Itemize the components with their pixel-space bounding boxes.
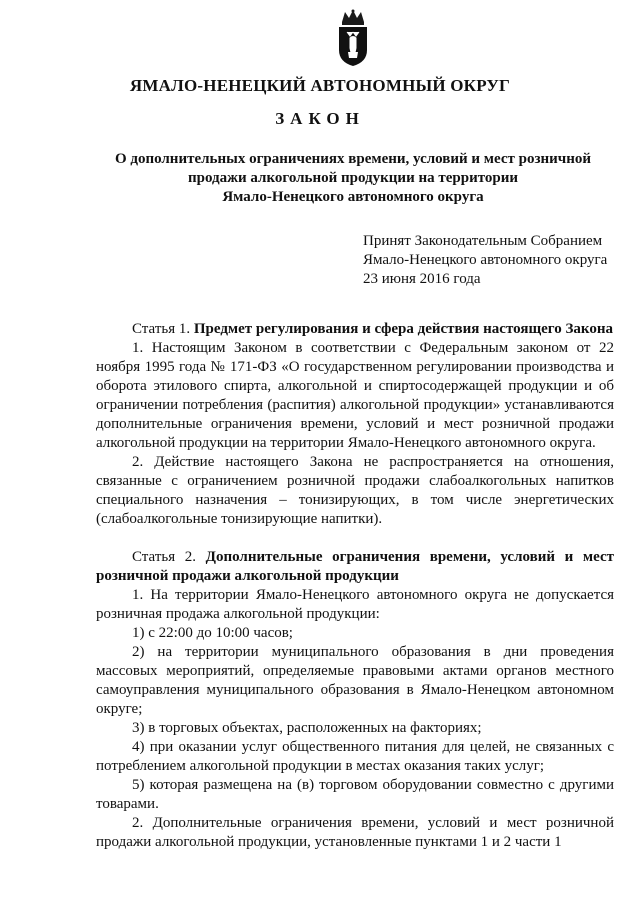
list-item: 4) при оказании услуг общественного питания для целей, не связанных с потреблением алкогольной продукции в местах оказания таких услуг; <box>96 739 614 774</box>
article-number: Статья 1. <box>132 321 191 337</box>
adoption-date: 23 июня 2016 года <box>363 271 481 287</box>
list-item: 2) на территории муниципального образования в дни проведения массовых мероприятий, определяемые правовыми актами органов местного самоуправления муниципального образования в Ямало-Ненецком автономном округе; <box>96 644 614 717</box>
coat-of-arms-emblem <box>333 8 373 68</box>
paragraph: 2. Дополнительные ограничения времени, условий и мест розничной продажи алкогольной продукции, установленные пунктами 1 и 2 части 1 <box>96 815 614 850</box>
region-name: ЯМАЛО-НЕНЕЦКИЙ АВТОНОМНЫЙ ОКРУГ <box>129 76 511 95</box>
document-title <box>100 150 606 207</box>
document-type: ЗАКОН <box>275 109 365 128</box>
article-1-heading <box>96 320 614 339</box>
article-2-heading <box>96 548 614 586</box>
article-title: Дополнительные ограничения времени, условий и мест розничной продажи алкогольной продукции <box>96 549 614 584</box>
article-title: Предмет регулирования и сфера действия настоящего Закона <box>193 321 613 337</box>
law-body <box>96 320 614 852</box>
article-number: Статья 2. <box>132 549 196 565</box>
paragraph: 1. Настоящим Законом в соответствии с Федеральным законом от 22 ноября 1995 года № 171-ФЗ «О государственном регулировании производства и оборота этилового спирта, алкогольной и спиртосодержащей продукции и об ограничении потребления (распития) алкогольной продукции» устанавливаются дополнительные ограничения времени, условий и мест розничной продажи алкогольной продукции на территории Ямало-Ненецкого автономного округа. <box>96 340 614 451</box>
adoption-note <box>363 232 633 289</box>
adoption-line: Ямало-Ненецкого автономного округа <box>363 252 608 268</box>
list-item: 3) в торговых объектах, расположенных на факториях; <box>132 720 482 736</box>
list-item: 1) с 22:00 до 10:00 часов; <box>132 625 293 641</box>
paragraph: 1. На территории Ямало-Ненецкого автономного округа не допускается розничная продажа алкогольной продукции: <box>96 587 614 622</box>
paragraph: 2. Действие настоящего Закона не распространяется на отношения, связанные с ограничением розничной продажи слабоалкогольных напитков специального назначения – тонизирующих, в том числе энергетических (слабоалкогольные тонизирующие напитки). <box>96 454 614 527</box>
adoption-line: Принят Законодательным Собранием <box>363 233 603 249</box>
title-line: О дополнительных ограничениях времени, условий и мест розничной <box>114 151 592 167</box>
title-line: продажи алкогольной продукции на территории <box>187 170 519 186</box>
title-line: Ямало-Ненецкого автономного округа <box>222 189 484 205</box>
list-item: 5) которая размещена на (в) торговом оборудовании совместно с другими товарами. <box>96 777 614 812</box>
